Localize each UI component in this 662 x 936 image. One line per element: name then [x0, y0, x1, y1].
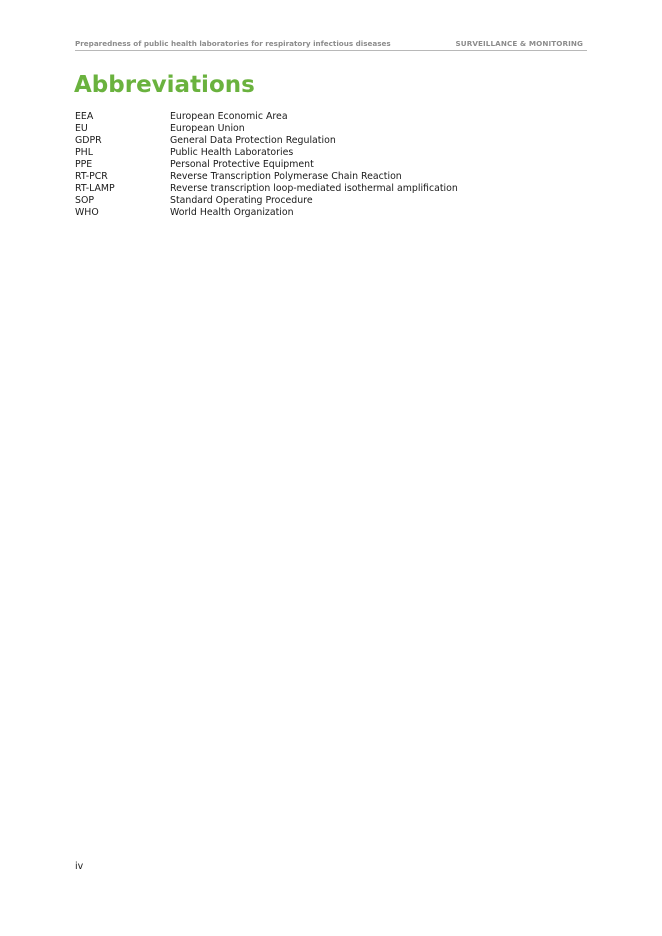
abbreviation-list	[75, 111, 595, 219]
header-section-label: SURVEILLANCE & MONITORING	[455, 39, 583, 48]
page-number: iv	[75, 861, 84, 872]
abbreviation-row	[75, 183, 595, 195]
abbreviation-term: PPE	[75, 159, 93, 170]
abbreviation-row	[75, 135, 595, 147]
abbreviation-row	[75, 207, 595, 219]
abbreviation-term: SOP	[75, 195, 94, 206]
abbreviation-term: RT-LAMP	[75, 183, 115, 194]
abbreviation-definition: Public Health Laboratories	[170, 147, 294, 158]
running-header	[75, 38, 587, 51]
abbreviation-definition: Reverse Transcription Polymerase Chain Reaction	[170, 171, 402, 182]
abbreviation-definition: European Union	[170, 123, 245, 134]
abbreviation-term: GDPR	[75, 135, 102, 146]
abbreviation-definition: General Data Protection Regulation	[170, 135, 336, 146]
abbreviation-term: WHO	[75, 207, 99, 218]
abbreviation-row	[75, 123, 595, 135]
abbreviation-row	[75, 171, 595, 183]
abbreviation-definition: Personal Protective Equipment	[170, 159, 314, 170]
abbreviation-row	[75, 147, 595, 159]
abbreviation-row	[75, 195, 595, 207]
abbreviation-term: PHL	[75, 147, 93, 158]
abbreviation-term: RT-PCR	[75, 171, 108, 182]
abbreviation-definition: European Economic Area	[170, 111, 288, 122]
page-title: Abbreviations	[74, 72, 255, 98]
abbreviation-definition: Standard Operating Procedure	[170, 195, 313, 206]
header-document-title: Preparedness of public health laboratories for respiratory infectious diseases	[75, 39, 391, 48]
abbreviation-term: EU	[75, 123, 88, 134]
abbreviation-row	[75, 159, 595, 171]
abbreviation-row	[75, 111, 595, 123]
abbreviation-term: EEA	[75, 111, 94, 122]
abbreviation-definition: World Health Organization	[170, 207, 294, 218]
abbreviation-definition: Reverse transcription loop-mediated isothermal amplification	[170, 183, 458, 194]
